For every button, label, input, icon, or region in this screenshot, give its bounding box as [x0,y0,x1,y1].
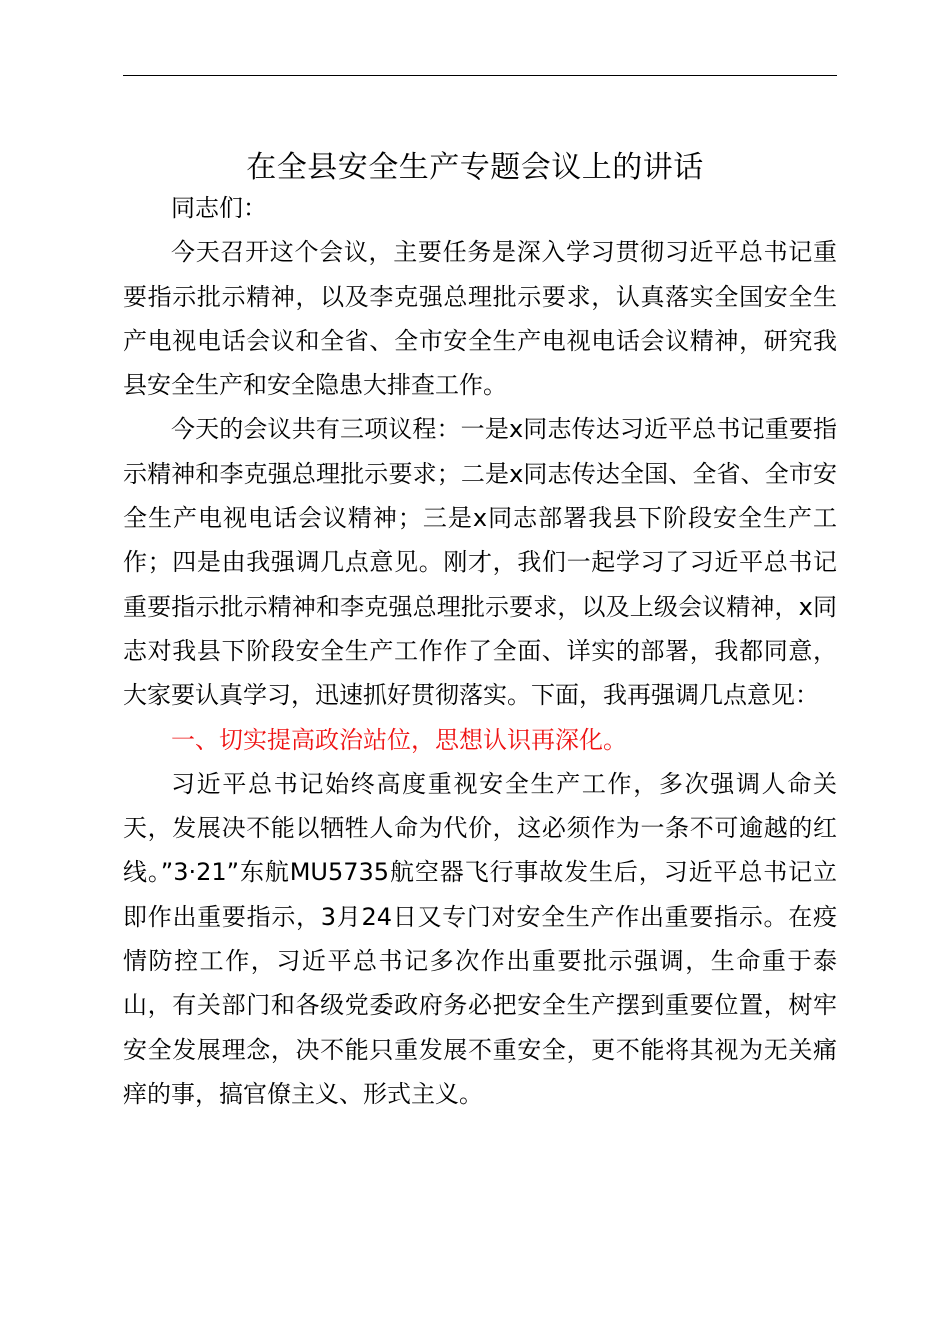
document-body [123,186,837,1116]
paragraph-meeting-purpose: 今天召开这个会议，主要任务是深入学习贯彻习近平总书记重要指示批示精神，以及李克强总理批示要求，认真落实全国安全生产电视电话会议和全省、全市安全生产电视电话会议精神，研究我县安全生产和安全隐患大排查工作。 [123,238,837,400]
section-heading: 一、切实提高政治站位，思想认识再深化。 [171,725,627,754]
document-title: 在全县安全生产专题会议上的讲话 [246,150,704,185]
paragraph-agenda: 今天的会议共有三项议程：一是x同志传达习近平总书记重要指示精神和李克强总理批示要求；二是x同志传达全国、全省、全市安全生产电视电话会议精神；三是x同志部署我县下阶段安全生产工作；四是由我强调几点意见。刚才，我们一起学习了习近平总书记重要指示批示精神和李克强总理批示要求，以及上级会议精神，x同志对我县下阶段安全生产工作作了全面、详实的部署，我都同意，大家要认真学习，迅速抓好贯彻落实。下面，我再强调几点意见： [123,415,837,710]
paragraph-section-one: 习近平总书记始终高度重视安全生产工作，多次强调人命关天，发展决不能以牺牲人命为代价，这必须作为一条不可逾越的红线。”3·21”东航MU5735航空器飞行事故发生后，习近平总书记立即作出重要指示，3月24日又专门对安全生产作出重要指示。在疫情防控工作，习近平总书记多次作出重要批示强调，生命重于泰山，有关部门和各级党委政府务必把安全生产摆到重要位置，树牢安全发展理念，决不能只重发展不重安全，更不能将其视为无关痛痒的事，搞官僚主义、形式主义。 [123,769,837,1108]
header-rule [123,75,837,76]
salutation: 同志们： [171,194,267,222]
